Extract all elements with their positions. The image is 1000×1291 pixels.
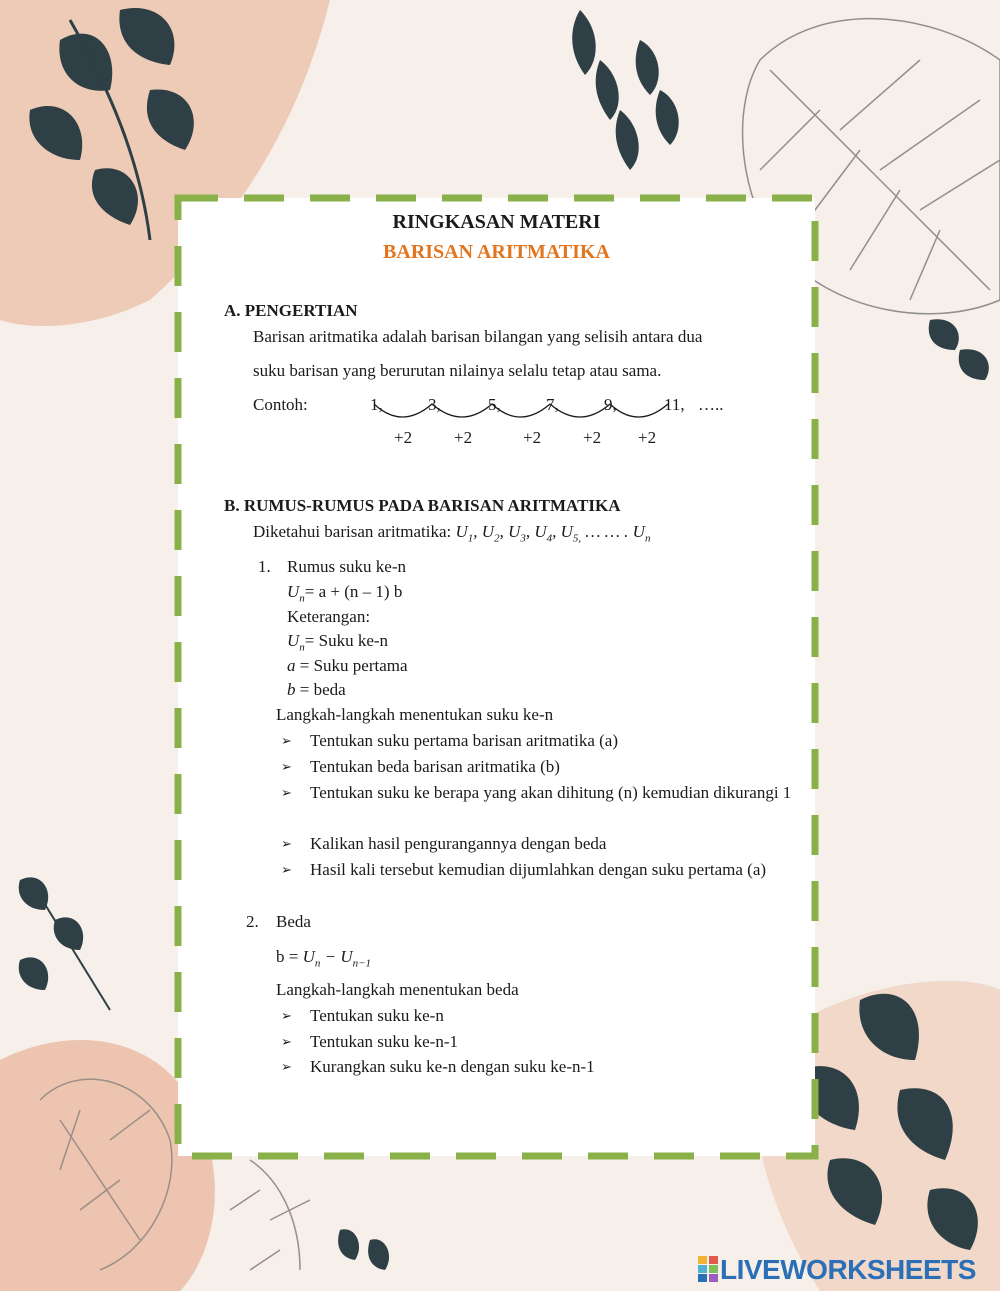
sequence-term: 9,: [604, 395, 617, 414]
item-2-number: 2.: [246, 912, 259, 931]
sequence-ellipsis: …..: [698, 395, 724, 414]
page-title: RINGKASAN MATERI: [392, 211, 601, 233]
sequence-term: 11,: [664, 395, 685, 414]
item-2-title: Beda: [276, 912, 311, 931]
step-item: Tentukan beda barisan aritmatika (b): [310, 757, 560, 776]
arrow-bullet-icon: ➢: [281, 785, 292, 800]
item-1-steps-title: Langkah-langkah menentukan suku ke-n: [276, 705, 554, 724]
item-1-title: Rumus suku ke-n: [287, 557, 406, 576]
arrow-bullet-icon: ➢: [281, 1034, 292, 1049]
liveworksheets-logo-icon: [698, 1256, 718, 1282]
given-sequence-formula: $U_1$, $U_2$, $U_3$, $U_4$, $U_{5,}$ … … . $U_n$: [455, 522, 651, 545]
ket-a: a = Suku pertama: [287, 656, 408, 675]
section-b-heading: B. RUMUS-RUMUS PADA BARISAN ARITMATIKA: [224, 496, 621, 515]
arrow-bullet-icon: ➢: [281, 759, 292, 774]
step-item: Tentukan suku ke-n: [310, 1006, 444, 1025]
sequence-term: 7,: [546, 395, 559, 414]
page-subtitle: BARISAN ARITMATIKA: [383, 241, 610, 263]
step-item: Hasil kali tersebut kemudian dijumlahkan dengan suku pertama (a): [310, 860, 767, 879]
arrow-bullet-icon: ➢: [281, 733, 292, 748]
definition-line-2: suku barisan yang berurutan nilainya selalu tetap atau sama.: [253, 361, 662, 380]
sequence-term: 5,: [488, 395, 501, 414]
difference-label: +2: [523, 428, 542, 447]
section-a-heading: A. PENGERTIAN: [224, 301, 358, 320]
formula-beda: $b = U_n - U_{n-1}$: [276, 947, 372, 970]
sequence-term: 1,: [370, 395, 383, 414]
arrow-bullet-icon: ➢: [281, 836, 292, 851]
difference-label: +2: [394, 428, 413, 447]
definition-line-1: Barisan aritmatika adalah barisan bilangan yang selisih antara dua: [253, 327, 703, 346]
step-item: Kalikan hasil pengurangannya dengan beda: [310, 834, 607, 853]
step-item: Tentukan suku ke-n-1: [310, 1032, 458, 1051]
item-2-steps-title: Langkah-langkah menentukan beda: [276, 980, 519, 999]
arrow-bullet-icon: ➢: [281, 1059, 292, 1074]
example-label: Contoh:: [253, 395, 308, 414]
watermark-text: LIVEWORKSHEETS: [720, 1254, 976, 1285]
step-item: Tentukan suku ke berapa yang akan dihitung (n) kemudian dikurangi 1: [310, 783, 792, 802]
liveworksheets-watermark: [698, 1254, 976, 1286]
item-1-number: 1.: [258, 557, 271, 576]
sequence-term: 3,: [428, 395, 441, 414]
arrow-bullet-icon: ➢: [281, 1008, 292, 1023]
difference-label: +2: [454, 428, 473, 447]
step-item: Tentukan suku pertama barisan aritmatika (a): [310, 731, 618, 750]
difference-label: +2: [638, 428, 657, 447]
keterangan-label: Keterangan:: [287, 607, 371, 626]
difference-label: +2: [583, 428, 602, 447]
step-item: Kurangkan suku ke-n dengan suku ke-n-1: [310, 1057, 595, 1076]
ket-b: b = beda: [287, 680, 346, 699]
formula-un: $U_n= a + (n - 1)$ b: [287, 582, 403, 605]
arrow-bullet-icon: ➢: [281, 862, 292, 877]
given-sequence: [253, 522, 651, 545]
ket-un: $U_n=$ Suku ke-n: [287, 631, 389, 654]
given-prefix: Diketahui barisan aritmatika:: [253, 522, 452, 541]
